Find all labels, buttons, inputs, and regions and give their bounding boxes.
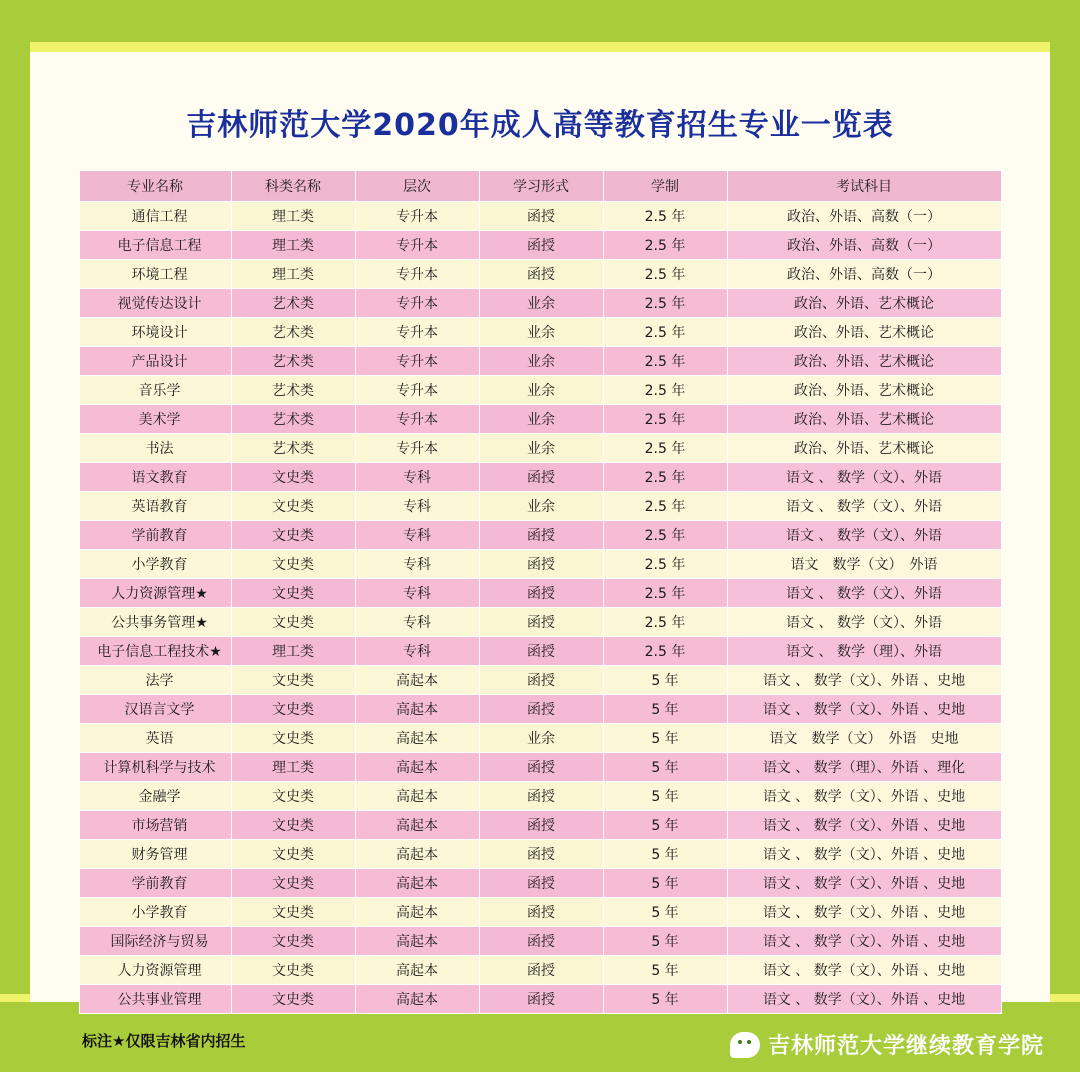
- cell-study-mode: 函授: [479, 260, 603, 289]
- cell-category-name: 文史类: [231, 463, 355, 492]
- cell-duration: 2.5 年: [603, 550, 727, 579]
- cell-major-name: 英语教育: [79, 492, 231, 521]
- cell-duration: 2.5 年: [603, 405, 727, 434]
- cell-exam-subjects: 语文 、 数学（理）、外语 、理化: [727, 753, 1001, 782]
- cell-study-mode: 函授: [479, 840, 603, 869]
- table-row: [79, 318, 1001, 347]
- cell-major-name: 通信工程: [79, 202, 231, 231]
- cell-duration: 2.5 年: [603, 492, 727, 521]
- table-row: [79, 608, 1001, 637]
- cell-category-name: 文史类: [231, 840, 355, 869]
- cell-study-mode: 函授: [479, 202, 603, 231]
- cell-study-mode: 业余: [479, 318, 603, 347]
- cell-exam-subjects: 语文 、 数学（文）、外语 、史地: [727, 927, 1001, 956]
- cell-category-name: 文史类: [231, 550, 355, 579]
- table-row: [79, 666, 1001, 695]
- cell-level: 专升本: [355, 347, 479, 376]
- cell-exam-subjects: 政治、外语、艺术概论: [727, 405, 1001, 434]
- cell-exam-subjects: 政治、外语、艺术概论: [727, 434, 1001, 463]
- table-row: [79, 521, 1001, 550]
- cell-exam-subjects: 语文 、 数学（文）、外语 、史地: [727, 869, 1001, 898]
- cell-study-mode: 业余: [479, 376, 603, 405]
- cell-exam-subjects: 政治、外语、艺术概论: [727, 347, 1001, 376]
- table-row: [79, 289, 1001, 318]
- cell-category-name: 文史类: [231, 579, 355, 608]
- table-row: [79, 260, 1001, 289]
- table-row: [79, 579, 1001, 608]
- table-row: [79, 202, 1001, 231]
- cell-level: 专科: [355, 521, 479, 550]
- cell-exam-subjects: 语文 、 数学（文）、外语: [727, 608, 1001, 637]
- cell-duration: 5 年: [603, 927, 727, 956]
- wechat-account-name: 吉林师范大学继续教育学院: [767, 1034, 1044, 1059]
- cell-duration: 2.5 年: [603, 289, 727, 318]
- table-row: [79, 231, 1001, 260]
- table-row: [79, 492, 1001, 521]
- cell-category-name: 文史类: [231, 666, 355, 695]
- page-title: 吉林师范大学2020年成人高等教育招生专业一览表: [186, 108, 894, 143]
- cell-level: 高起本: [355, 724, 479, 753]
- cell-duration: 2.5 年: [603, 637, 727, 666]
- column-header-exam-subjects: 考试科目: [727, 171, 1001, 202]
- cell-level: 专科: [355, 579, 479, 608]
- cell-study-mode: 函授: [479, 695, 603, 724]
- cell-exam-subjects: 语文 、 数学（文）、外语: [727, 492, 1001, 521]
- cell-major-name: 环境设计: [79, 318, 231, 347]
- cell-major-name: 计算机科学与技术: [79, 753, 231, 782]
- cell-category-name: 文史类: [231, 492, 355, 521]
- cell-exam-subjects: 政治、外语、高数（一）: [727, 260, 1001, 289]
- cell-exam-subjects: 语文 、 数学（文）、外语: [727, 463, 1001, 492]
- cell-major-name: 市场营销: [79, 811, 231, 840]
- cell-major-name: 小学教育: [79, 550, 231, 579]
- cell-study-mode: 函授: [479, 985, 603, 1014]
- cell-exam-subjects: 语文 、 数学（文）、外语 、史地: [727, 956, 1001, 985]
- cell-level: 高起本: [355, 782, 479, 811]
- decorative-top-inner-band: [0, 42, 1080, 52]
- cell-duration: 5 年: [603, 753, 727, 782]
- cell-exam-subjects: 语文 、 数学（文）、外语 、史地: [727, 666, 1001, 695]
- cell-study-mode: 业余: [479, 724, 603, 753]
- cell-major-name: 美术学: [79, 405, 231, 434]
- cell-duration: 5 年: [603, 811, 727, 840]
- cell-study-mode: 函授: [479, 753, 603, 782]
- cell-major-name: 语文教育: [79, 463, 231, 492]
- cell-category-name: 文史类: [231, 608, 355, 637]
- cell-exam-subjects: 政治、外语、艺术概论: [727, 376, 1001, 405]
- cell-major-name: 法学: [79, 666, 231, 695]
- cell-study-mode: 函授: [479, 579, 603, 608]
- cell-study-mode: 函授: [479, 782, 603, 811]
- cell-study-mode: 函授: [479, 666, 603, 695]
- cell-category-name: 理工类: [231, 260, 355, 289]
- cell-duration: 5 年: [603, 869, 727, 898]
- cell-major-name: 学前教育: [79, 869, 231, 898]
- cell-study-mode: 函授: [479, 869, 603, 898]
- table-row: [79, 463, 1001, 492]
- cell-level: 专升本: [355, 202, 479, 231]
- cell-category-name: 文史类: [231, 782, 355, 811]
- cell-exam-subjects: 语文 、 数学（文）、外语 、史地: [727, 840, 1001, 869]
- cell-exam-subjects: 语文 、 数学（理）、外语: [727, 637, 1001, 666]
- cell-duration: 5 年: [603, 985, 727, 1014]
- cell-exam-subjects: 语文 、 数学（文）、外语 、史地: [727, 782, 1001, 811]
- cell-exam-subjects: 语文 数学（文） 外语: [727, 550, 1001, 579]
- table-row: [79, 927, 1001, 956]
- cell-category-name: 艺术类: [231, 347, 355, 376]
- cell-category-name: 文史类: [231, 695, 355, 724]
- cell-category-name: 理工类: [231, 753, 355, 782]
- cell-level: 专升本: [355, 405, 479, 434]
- cell-category-name: 文史类: [231, 985, 355, 1014]
- cell-major-name: 视觉传达设计: [79, 289, 231, 318]
- table-row: [79, 550, 1001, 579]
- cell-exam-subjects: 语文 、 数学（文）、外语 、史地: [727, 695, 1001, 724]
- cell-duration: 5 年: [603, 695, 727, 724]
- cell-level: 高起本: [355, 840, 479, 869]
- cell-duration: 2.5 年: [603, 260, 727, 289]
- cell-level: 专升本: [355, 289, 479, 318]
- table-row: [79, 637, 1001, 666]
- cell-study-mode: 函授: [479, 463, 603, 492]
- cell-major-name: 音乐学: [79, 376, 231, 405]
- cell-major-name: 公共事业管理: [79, 985, 231, 1014]
- cell-level: 专科: [355, 492, 479, 521]
- table-row: [79, 956, 1001, 985]
- table-row: [79, 347, 1001, 376]
- cell-category-name: 艺术类: [231, 434, 355, 463]
- column-header-category: 科类名称: [231, 171, 355, 202]
- cell-duration: 5 年: [603, 898, 727, 927]
- cell-category-name: 文史类: [231, 927, 355, 956]
- table-row: [79, 405, 1001, 434]
- table-row: [79, 869, 1001, 898]
- cell-study-mode: 业余: [479, 405, 603, 434]
- cell-duration: 5 年: [603, 956, 727, 985]
- cell-study-mode: 业余: [479, 492, 603, 521]
- cell-major-name: 国际经济与贸易: [79, 927, 231, 956]
- table-row: [79, 695, 1001, 724]
- footnote: 标注★仅限吉林省内招生: [82, 1032, 246, 1050]
- cell-exam-subjects: 政治、外语、高数（一）: [727, 202, 1001, 231]
- cell-exam-subjects: 政治、外语、艺术概论: [727, 289, 1001, 318]
- cell-category-name: 艺术类: [231, 376, 355, 405]
- cell-level: 高起本: [355, 666, 479, 695]
- cell-level: 高起本: [355, 956, 479, 985]
- cell-major-name: 环境工程: [79, 260, 231, 289]
- cell-study-mode: 函授: [479, 550, 603, 579]
- cell-study-mode: 函授: [479, 608, 603, 637]
- cell-duration: 2.5 年: [603, 231, 727, 260]
- cell-major-name: 汉语言文学: [79, 695, 231, 724]
- cell-duration: 5 年: [603, 724, 727, 753]
- cell-level: 高起本: [355, 753, 479, 782]
- decorative-top-band: [0, 0, 1080, 42]
- cell-level: 专升本: [355, 260, 479, 289]
- cell-duration: 2.5 年: [603, 608, 727, 637]
- table-row: [79, 753, 1001, 782]
- cell-level: 高起本: [355, 985, 479, 1014]
- cell-exam-subjects: 语文 、 数学（文）、外语 、史地: [727, 811, 1001, 840]
- cell-major-name: 电子信息工程技术★: [79, 637, 231, 666]
- cell-category-name: 理工类: [231, 231, 355, 260]
- cell-duration: 5 年: [603, 840, 727, 869]
- cell-level: 专科: [355, 608, 479, 637]
- cell-study-mode: 函授: [479, 637, 603, 666]
- cell-level: 高起本: [355, 869, 479, 898]
- table-row: [79, 724, 1001, 753]
- table-row: [79, 376, 1001, 405]
- table-row: [79, 898, 1001, 927]
- cell-study-mode: 业余: [479, 347, 603, 376]
- cell-study-mode: 函授: [479, 898, 603, 927]
- cell-duration: 2.5 年: [603, 318, 727, 347]
- cell-level: 专升本: [355, 231, 479, 260]
- cell-major-name: 小学教育: [79, 898, 231, 927]
- cell-category-name: 文史类: [231, 869, 355, 898]
- cell-duration: 2.5 年: [603, 376, 727, 405]
- decorative-right-band: [1050, 42, 1080, 1002]
- cell-study-mode: 业余: [479, 434, 603, 463]
- cell-major-name: 书法: [79, 434, 231, 463]
- cell-study-mode: 函授: [479, 927, 603, 956]
- cell-exam-subjects: 语文 、 数学（文）、外语: [727, 521, 1001, 550]
- cell-duration: 2.5 年: [603, 202, 727, 231]
- cell-study-mode: 函授: [479, 231, 603, 260]
- table-row: [79, 985, 1001, 1014]
- cell-study-mode: 函授: [479, 956, 603, 985]
- cell-category-name: 艺术类: [231, 289, 355, 318]
- cell-level: 高起本: [355, 811, 479, 840]
- cell-duration: 2.5 年: [603, 463, 727, 492]
- cell-exam-subjects: 语文 、 数学（文）、外语 、史地: [727, 898, 1001, 927]
- cell-exam-subjects: 政治、外语、艺术概论: [727, 318, 1001, 347]
- cell-category-name: 文史类: [231, 811, 355, 840]
- cell-exam-subjects: 政治、外语、高数（一）: [727, 231, 1001, 260]
- cell-duration: 5 年: [603, 782, 727, 811]
- cell-category-name: 艺术类: [231, 318, 355, 347]
- cell-category-name: 理工类: [231, 637, 355, 666]
- cell-level: 专升本: [355, 376, 479, 405]
- cell-level: 专升本: [355, 318, 479, 347]
- column-header-major-name: 专业名称: [79, 171, 231, 202]
- cell-level: 专升本: [355, 434, 479, 463]
- cell-study-mode: 函授: [479, 811, 603, 840]
- cell-duration: 5 年: [603, 666, 727, 695]
- cell-study-mode: 函授: [479, 521, 603, 550]
- cell-category-name: 艺术类: [231, 405, 355, 434]
- cell-duration: 2.5 年: [603, 521, 727, 550]
- cell-level: 专科: [355, 637, 479, 666]
- column-header-level: 层次: [355, 171, 479, 202]
- cell-category-name: 理工类: [231, 202, 355, 231]
- cell-exam-subjects: 语文 数学（文） 外语 史地: [727, 724, 1001, 753]
- cell-major-name: 公共事务管理★: [79, 608, 231, 637]
- majors-table: [79, 170, 1002, 1014]
- cell-duration: 2.5 年: [603, 347, 727, 376]
- cell-major-name: 电子信息工程: [79, 231, 231, 260]
- cell-major-name: 英语: [79, 724, 231, 753]
- cell-major-name: 金融学: [79, 782, 231, 811]
- cell-duration: 2.5 年: [603, 579, 727, 608]
- cell-category-name: 文史类: [231, 898, 355, 927]
- cell-study-mode: 业余: [479, 289, 603, 318]
- cell-duration: 2.5 年: [603, 434, 727, 463]
- cell-major-name: 产品设计: [79, 347, 231, 376]
- column-header-study-mode: 学习形式: [479, 171, 603, 202]
- cell-level: 高起本: [355, 695, 479, 724]
- cell-major-name: 财务管理: [79, 840, 231, 869]
- table-row: [79, 782, 1001, 811]
- cell-major-name: 学前教育: [79, 521, 231, 550]
- table-row: [79, 811, 1001, 840]
- decorative-left-band: [0, 42, 30, 1002]
- table-header-row: [79, 171, 1001, 202]
- cell-category-name: 文史类: [231, 724, 355, 753]
- cell-major-name: 人力资源管理★: [79, 579, 231, 608]
- cell-major-name: 人力资源管理: [79, 956, 231, 985]
- cell-exam-subjects: 语文 、 数学（文）、外语: [727, 579, 1001, 608]
- column-header-duration: 学制: [603, 171, 727, 202]
- cell-exam-subjects: 语文 、 数学（文）、外语 、史地: [727, 985, 1001, 1014]
- cell-level: 专科: [355, 463, 479, 492]
- majors-table-body: [79, 202, 1001, 1014]
- table-row: [79, 434, 1001, 463]
- cell-level: 高起本: [355, 898, 479, 927]
- cell-category-name: 文史类: [231, 956, 355, 985]
- cell-level: 专科: [355, 550, 479, 579]
- cell-level: 高起本: [355, 927, 479, 956]
- table-row: [79, 840, 1001, 869]
- cell-category-name: 文史类: [231, 521, 355, 550]
